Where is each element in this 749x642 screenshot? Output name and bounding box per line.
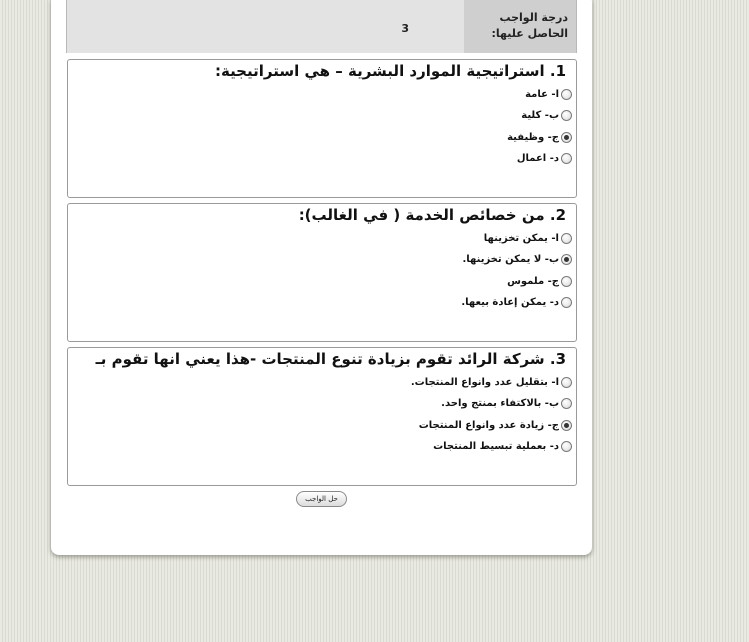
question-1-option-a[interactable] [525,87,572,101]
question-2-option-a[interactable] [484,231,572,245]
question-2-option-b[interactable] [462,252,572,266]
grade-label-line1: درجة الواجب [499,11,568,24]
grade-value: 3 [67,0,464,53]
question-1 [67,59,577,198]
question-2-title: 2. من خصائص الخدمة ( في الغالب): [298,206,566,224]
option-label: ب- لا يمكن تخزينها. [462,253,559,265]
grade-label-line2: الحاصل عليها: [491,27,568,40]
radio-button[interactable] [561,441,572,452]
radio-button-selected[interactable] [561,132,572,143]
radio-button[interactable] [561,398,572,409]
option-label: د- اعمال [516,152,559,164]
option-label: ب- بالاكتفاء بمنتج واحد. [441,397,559,409]
option-label: د- يمكن إعادة بيعها. [461,296,559,308]
option-label: ا- بتقليل عدد وانواع المنتجات. [410,376,559,388]
option-label: ج- زيادة عدد وانواع المنتجات [418,419,559,431]
submit-homework-button[interactable]: حل الواجب [296,491,347,507]
option-label: ج- وظيفية [507,131,559,143]
option-label: ا- يمكن تخزينها [483,232,559,244]
option-label: ج- ملموس [507,275,559,287]
question-1-option-c[interactable] [507,130,572,144]
question-2-option-c[interactable] [507,274,572,288]
radio-button-selected[interactable] [561,420,572,431]
radio-button[interactable] [561,110,572,121]
radio-button[interactable] [561,377,572,388]
radio-button[interactable] [561,153,572,164]
question-1-option-d[interactable] [517,151,572,165]
question-1-title: 1. استراتيجية الموارد البشرية – هي استراتيجية: [214,62,566,80]
radio-button[interactable] [561,297,572,308]
option-label: ا- عامة [525,88,559,100]
question-3-option-d[interactable] [433,439,572,453]
radio-button-selected[interactable] [561,254,572,265]
radio-button[interactable] [561,276,572,287]
question-3-option-c[interactable] [419,418,572,432]
question-3-option-a[interactable] [411,375,572,389]
option-label: د- بعملية تبسيط المنتجات [433,440,559,452]
option-label: ب- كلية [521,109,559,121]
radio-button[interactable] [561,233,572,244]
question-2-option-d[interactable] [461,295,572,309]
question-3 [67,347,577,486]
question-2 [67,203,577,342]
question-3-title: 3. شركة الرائد تقوم بزيادة تنوع المنتجات -هذا يعني انها تقوم بـ [95,350,566,368]
grade-label [466,4,576,49]
grade-summary [66,0,577,53]
radio-button[interactable] [561,89,572,100]
question-3-option-b[interactable] [441,396,572,410]
question-1-option-b[interactable] [521,108,572,122]
